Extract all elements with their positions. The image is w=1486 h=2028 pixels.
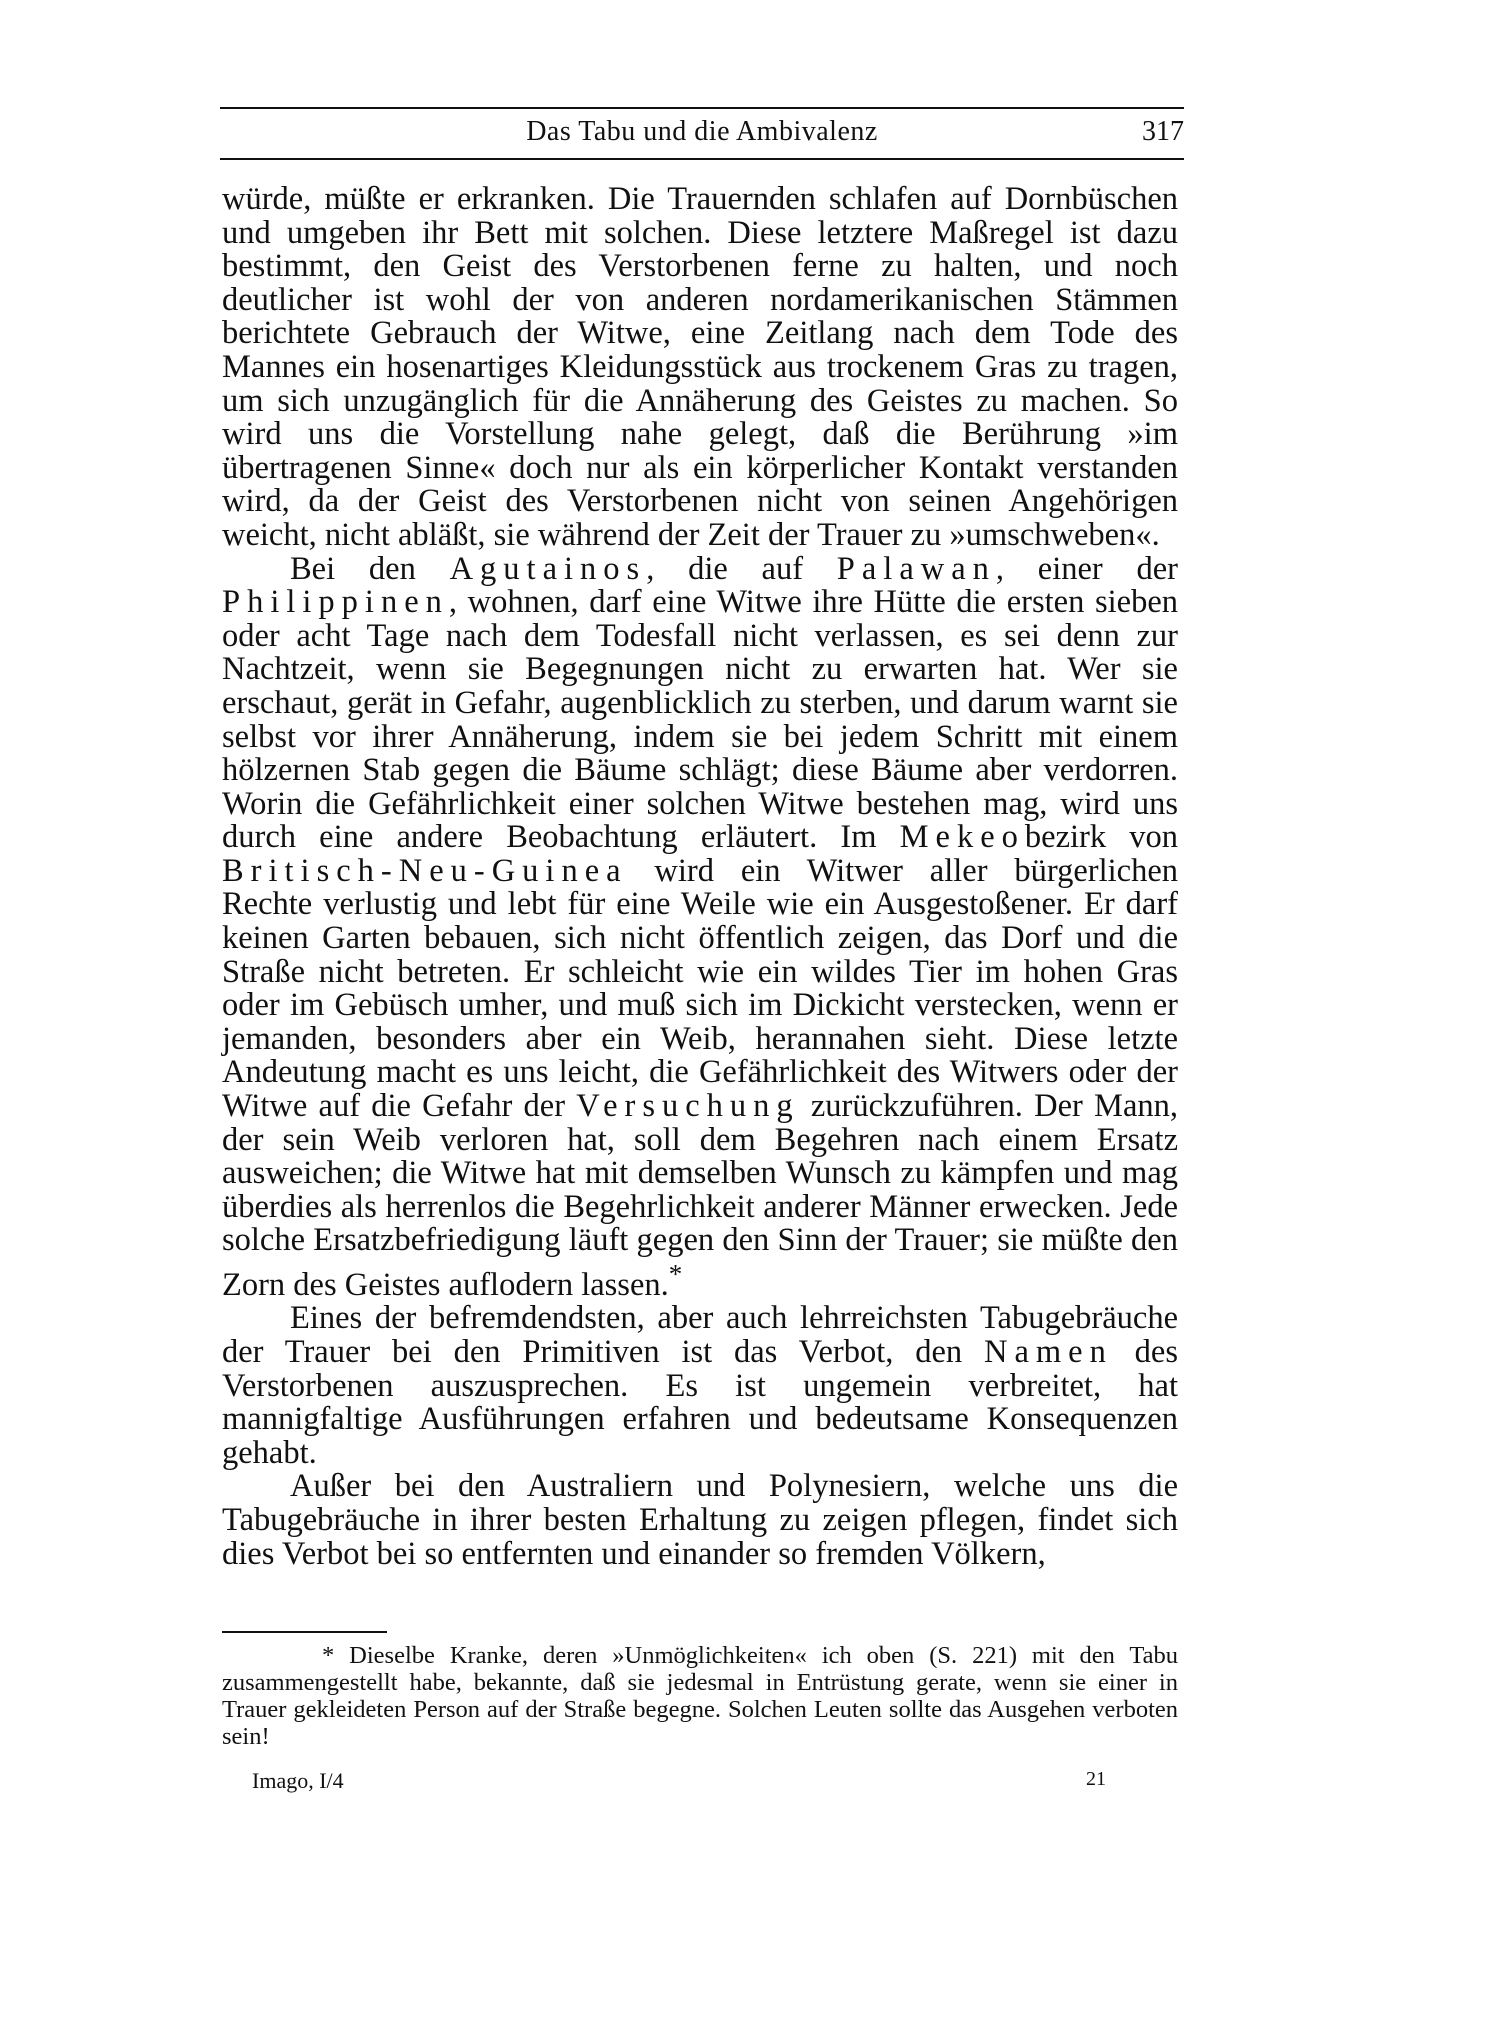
- page-number: 317: [1142, 116, 1184, 147]
- emphasis-namen: Namen: [983, 1334, 1113, 1371]
- emphasis-versuchung: Versuchung: [576, 1088, 800, 1125]
- footnote-marker: *: [668, 1259, 683, 1289]
- main-text: [222, 183, 1178, 1571]
- header-bottom-rule: [220, 158, 1184, 160]
- running-header-title: Das Tabu und die Ambivalenz: [526, 116, 878, 147]
- emphasis-palawan: Palawan: [836, 550, 996, 587]
- emphasis-philippinen: Philippinen: [222, 584, 449, 621]
- paragraph-3: Eines der befremdendsten, aber auch lehrreichsten Tabugebräuche der Trauer bei den Primitiven ist das Verbot, den Namen des Verstorbenen auszusprechen. Es ist ungemein verbreitet, hat mannigfaltige Ausführungen erfahren und bedeutsame Konsequenzen gehabt.: [222, 1300, 1178, 1471]
- paragraph-2: Bei den Agutainos, die auf Palawan, einer der Philippinen, wohnen, darf eine Witwe ihre Hütte die ersten sieben oder acht Tage nach dem Todesfall nicht verlassen, es sei denn zur Nachtzeit, wenn sie Begegnungen nicht zu erwarten hat. Wer sie erschaut, gerät in Gefahr, augenblicklich zu sterben, und darum warnt sie selbst vor ihrer Annäherung, indem sie bei jedem Schritt mit einem hölzernen Stab gegen die Bäume schlägt; diese Bäume aber verdorren. Worin die Gefährlichkeit einer solchen Witwe bestehen mag, wird uns durch eine andere Beobachtung erläutert. Im Mekeobezirk von Britisch-Neu-Guinea wird ein Witwer aller bürgerlichen Rechte verlustig und lebt für eine Weile wie ein Ausgestoßener. Er darf keinen Garten bebauen, sich nicht öffentlich zeigen, das Dorf und die Straße nicht betreten. Er schleicht wie ein wildes Tier im hohen Gras oder im Gebüsch umher, und muß sich im Dickicht verstecken, wenn er jemanden, besonders aber ein Weib, herannahen sieht. Diese letzte Andeutung macht es uns leicht, die Gefährlichkeit des Witwers oder der Witwe auf die Gefahr der Versuchung zurückzuführen. Der Mann, der sein Weib verloren hat, soll dem Begehren nach einem Ersatz ausweichen; die Witwe hat mit demselben Wunsch zu kämpfen und mag überdies als herrenlos die Begehrlichkeit anderer Männer erwecken. Jede solche Ersatzbefriedigung läuft gegen den Sinn der Trauer; sie müßte den Zorn des Geistes auflodern lassen.*: [222, 550, 1178, 1303]
- paragraph-4: Außer bei den Australiern und Polynesiern, welche uns die Tabugebräuche in ihrer besten Erhaltung zu zeigen pflegen, findet sich dies Verbot bei so entfernten und einander so fremden Völkern,: [222, 1468, 1178, 1572]
- header-top-rule: [220, 107, 1184, 109]
- signature-mark: Imago, I/4: [252, 1768, 344, 1793]
- signature-number: 21: [1086, 1768, 1106, 1790]
- emphasis-britisch-neu-guinea: Britisch-Neu-Guinea: [222, 852, 628, 889]
- paragraph-1: würde, müßte er erkranken. Die Trauernden schlafen auf Dornbüschen und umgeben ihr Bett mit solchen. Diese letztere Maßregel ist dazu bestimmt, den Geist des Verstorbenen ferne zu halten, und noch deutlicher ist wohl der von anderen nordamerikanischen Stämmen berichtete Gebrauch der Witwe, eine Zeitlang nach dem Tode des Mannes ein hosenartiges Kleidungsstück aus trockenem Gras zu tragen, um sich unzugänglich für die Annäherung des Geistes zu machen. So wird uns die Vorstellung nahe gelegt, daß die Berührung »im übertragenen Sinne« doch nur als ein körperlicher Kontakt verstanden wird, da der Geist des Verstorbenen nicht von seinen Angehörigen weicht, nicht abläßt, sie während der Zeit der Trauer zu »umschweben«.: [222, 181, 1178, 553]
- emphasis-agutainos: Agutainos: [449, 550, 647, 587]
- footnote: * Dieselbe Kranke, deren »Unmöglichkeiten« ich oben (S. 221) mit den Tabu zusammengestellt habe, bekannte, daß sie jedesmal in Entrüstung gerate, wenn sie einer in Trauer gekleideten Person auf der Straße begegne. Solchen Leuten sollte das Ausgehen verboten sein!: [222, 1642, 1178, 1750]
- footnote-rule: [222, 1631, 387, 1633]
- emphasis-mekeo: Mekeo: [899, 819, 1025, 856]
